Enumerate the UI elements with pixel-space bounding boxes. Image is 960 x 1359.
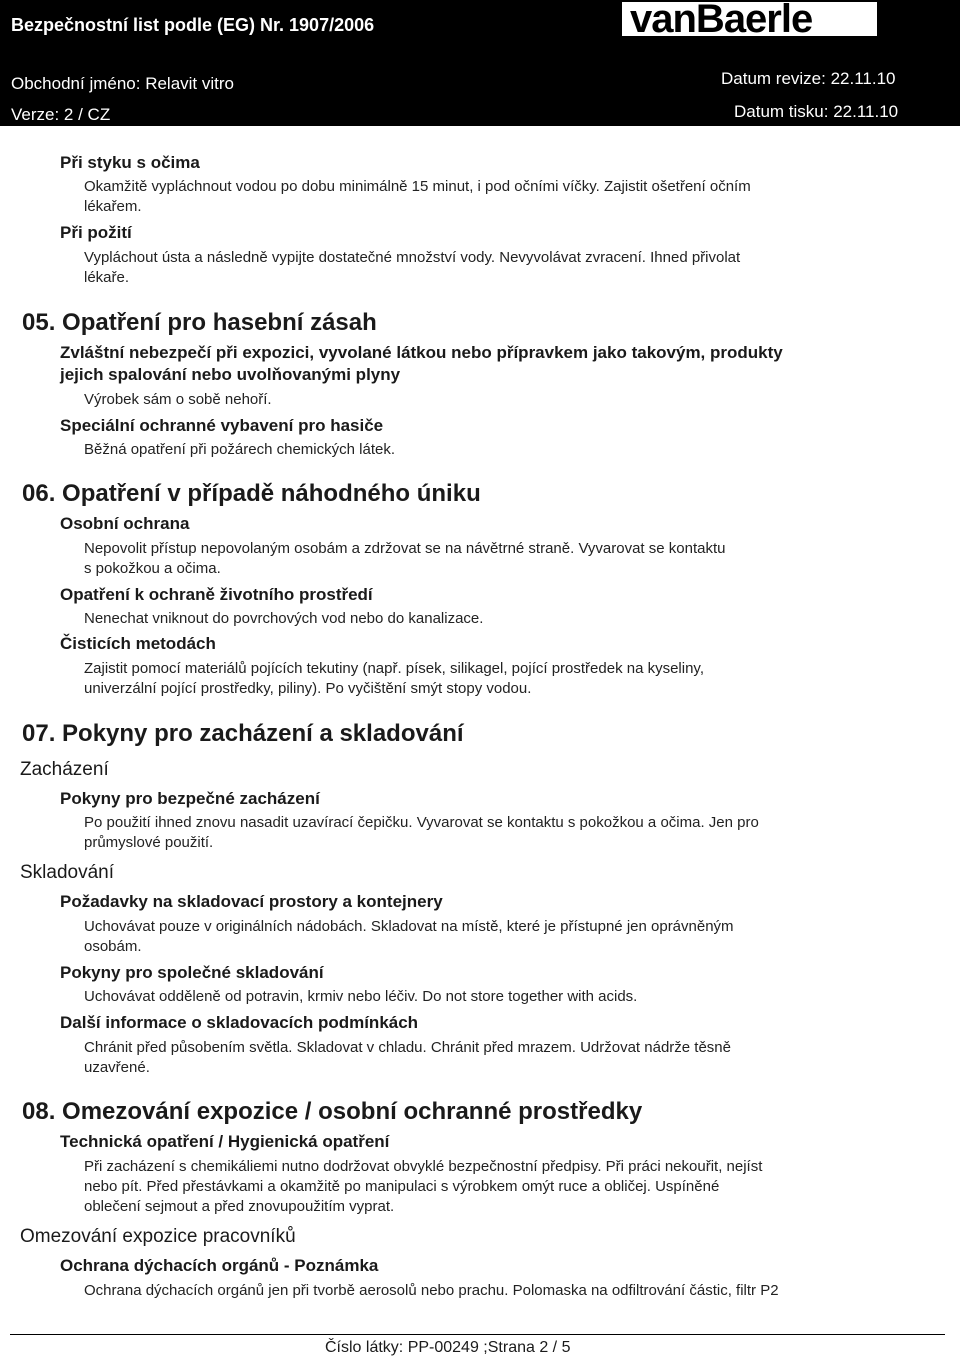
environment-text: Nenechat vniknout do povrchových vod nebo do kanalizace. [84,610,484,627]
environment-heading: Opatření k ochraně životního prostředí [60,585,373,604]
firefighter-equipment-heading: Speciální ochranné vybavení pro hasiče [60,416,384,435]
storage-requirements-text-1: Uchovávat pouze v originálních nádobách. Skladovat na místě, které je přístupné jen oprávněným [84,918,734,935]
trade-name: Obchodní jméno: Relavit vitro [11,74,234,93]
technical-measures-text-2: nebo pít. Před přestávkami a okamžitě po manipulaci s výrobkem omýt ruce a obličej. Uspíněné [84,1178,720,1195]
technical-measures-text-3: oblečení sejmout a před znovupoužitím vyprat. [84,1198,395,1215]
cleaning-methods-text-2: univerzální pojící prostředky, piliny). Po vyčištění smýt stopy vodou. [84,680,532,697]
footer-page-info: Číslo látky: PP-00249 ;Strana 2 / 5 [325,1339,571,1356]
storage-conditions-text-1: Chránit před působením světla. Skladovat v chladu. Chránit před mrazem. Udržovat nádrže těsně [84,1039,731,1056]
safe-handling-text-1: Po použití ihned znovu nasadit uzavírací čepičku. Vyvarovat se kontaktu s pokožkou a očima. Jen pro [84,814,759,831]
ingestion-text-1: Vypláchout ústa a následně vypijte dostatečné množství vody. Nevyvolávat zvracení. Ihned přivolat [84,249,741,266]
document-title: Bezpečnostní list podle (EG) Nr. 1907/2006 [11,15,375,35]
safe-handling-text-2: průmyslové použití. [84,834,214,851]
ingestion-heading: Při požití [60,223,132,242]
technical-measures-heading: Technická opatření / Hygienická opatření [60,1132,390,1151]
personal-protection-text-2: s pokožkou a očima. [84,560,221,577]
storage-requirements-text-2: osobám. [84,938,142,955]
technical-measures-text-1: Při zacházení s chemikáliemi nutno dodržovat obvyklé bezpečnostní předpisy. Při práci nekouřit, nejíst [84,1158,763,1175]
specific-hazards-heading-1: Zvláštní nebezpečí při expozici, vyvolané látkou nebo přípravkem jako takovým, produkty [60,343,783,362]
worker-exposure-group-heading: Omezování expozice pracovníků [20,1226,296,1247]
version: Verze: 2 / CZ [11,105,111,124]
section-07-title: 07. Pokyny pro zacházení a skladování [22,720,464,747]
storage-group-heading: Skladování [20,862,115,883]
storage-requirements-heading: Požadavky na skladovací prostory a kontejnery [60,892,443,911]
handling-group-heading: Zacházení [20,759,109,780]
revision-date: Datum revize: 22.11.10 [721,69,896,88]
specific-hazards-heading-2: jejich spalování nebo uvolňovanými plyny [60,365,401,384]
section-05-title: 05. Opatření pro hasební zásah [22,309,377,336]
company-logo: vanBaerle [622,2,877,36]
storage-conditions-text-2: uzavřené. [84,1059,150,1076]
document-header [0,0,960,126]
personal-protection-text-1: Nepovolit přístup nepovolaným osobám a zdržovat se na návětrné straně. Vyvarovat se kontaktu [84,540,726,557]
storage-conditions-heading: Další informace o skladovacích podmínkách [60,1013,419,1032]
eye-contact-text-1: Okamžitě vypláchnout vodou po dobu minimálně 15 minut, i pod očními víčky. Zajistit ošetření očním [84,178,751,195]
section-08-title: 08. Omezování expozice / osobní ochranné prostředky [22,1098,643,1125]
footer-divider [10,1334,945,1335]
respiratory-protection-text: Ochrana dýchacích orgánů jen při tvorbě aerosolů nebo prachu. Polomaska na odfiltrování částic, filtr P2 [84,1282,779,1299]
joint-storage-heading: Pokyny pro společné skladování [60,963,324,982]
ingestion-text-2: lékaře. [84,269,130,286]
print-date: Datum tisku: 22.11.10 [734,102,899,121]
safe-handling-heading: Pokyny pro bezpečné zacházení [60,789,320,808]
respiratory-protection-heading: Ochrana dýchacích orgánů - Poznámka [60,1256,379,1275]
section-06-title: 06. Opatření v případě náhodného úniku [22,480,481,507]
personal-protection-heading: Osobní ochrana [60,514,190,533]
joint-storage-text: Uchovávat odděleně od potravin, krmiv nebo léčiv. Do not store together with acids. [84,988,638,1005]
firefighter-equipment-text: Běžná opatření při požárech chemických látek. [84,441,395,458]
eye-contact-text-2: lékařem. [84,198,142,215]
specific-hazards-text: Výrobek sám o sobě nehoří. [84,391,272,408]
cleaning-methods-heading: Čisticích metodách [60,634,216,653]
cleaning-methods-text-1: Zajistit pomocí materiálů pojících tekutiny (např. písek, silikagel, pojící prostředek na kyseliny, [84,660,704,677]
eye-contact-heading: Při styku s očima [60,153,200,172]
